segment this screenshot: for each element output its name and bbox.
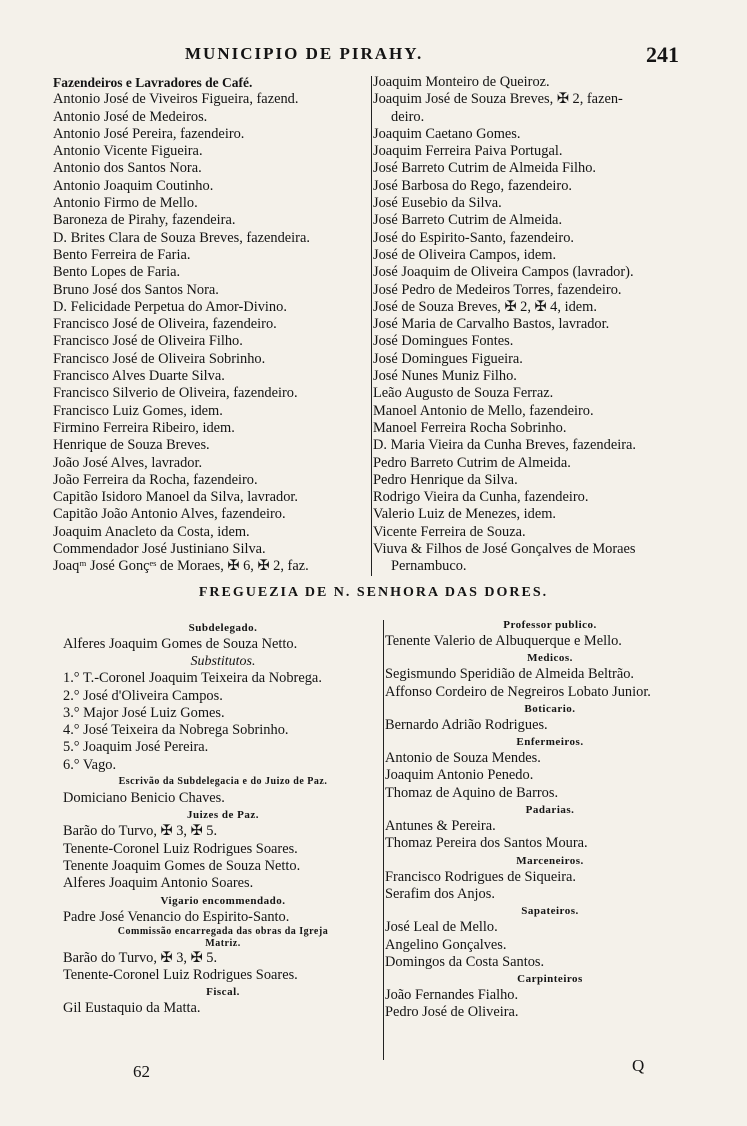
list-item: José Domingues Fontes. xyxy=(373,333,514,350)
list-item: Antonio José de Medeiros. xyxy=(53,108,208,125)
list-item: Angelino Gonçalves. xyxy=(385,936,507,953)
bottom-right-column xyxy=(385,617,715,1022)
list-item: Commendador José Justiniano Silva. xyxy=(53,541,266,558)
list-item: Alferes Joaquim Antonio Soares. xyxy=(63,875,254,892)
list-item: D. Maria Vieira da Cunha Breves, fazendeira. xyxy=(373,437,636,454)
list-item: Tenente Valerio de Albuquerque e Mello. xyxy=(385,633,622,649)
list-item: Joaquim Caetano Gomes. xyxy=(373,125,521,142)
list-item: Pedro Barreto Cutrim de Almeida. xyxy=(373,454,571,471)
list-item: 5.° Joaquim José Pereira. xyxy=(63,739,209,756)
list-item: Vicente Ferreira de Souza. xyxy=(373,523,526,540)
list-item: Bernardo Adrião Rodrigues. xyxy=(385,716,548,733)
commissao-heading: Commissão encarregada das obras da Igreja xyxy=(117,925,329,937)
list-item: Valerio Luiz de Menezes, idem. xyxy=(373,506,557,523)
list-item: Bento Lopes de Faria. xyxy=(53,264,181,281)
bottom-left-column xyxy=(63,620,383,1018)
list-item: Joaqᵐ José Gonçᵉˢ de Moraes, ✠ 6, ✠ 2, faz. xyxy=(53,558,309,575)
top-right-column xyxy=(373,74,703,576)
list-item: José de Souza Breves, ✠ 2, ✠ 4, idem. xyxy=(373,298,597,315)
list-item: João José Alves, lavrador. xyxy=(53,454,203,471)
list-item: Francisco José de Oliveira, fazendeiro. xyxy=(53,316,277,333)
column-divider-bottom xyxy=(383,620,384,1060)
list-item: Viuva & Filhos de José Gonçalves de Moraes xyxy=(373,541,636,558)
list-item: Joaquim Monteiro de Queiroz. xyxy=(373,74,550,90)
list-item: Antonio Firmo de Mello. xyxy=(53,195,198,212)
carpinteiros-heading: Carpinteiros xyxy=(517,973,583,986)
list-item: Joaquim Anacleto da Costa, idem. xyxy=(53,523,250,540)
list-item: Antonio Vicente Figueira. xyxy=(53,143,203,160)
list-item: José Barreto Cutrim de Almeida Filho. xyxy=(373,160,597,177)
list-item: Thomaz de Aquino de Barros. xyxy=(385,784,559,801)
list-item: Henrique de Souza Breves. xyxy=(53,437,210,454)
list-item: 2.° José d'Oliveira Campos. xyxy=(63,687,223,704)
list-item: Bruno José dos Santos Nora. xyxy=(53,281,219,298)
list-item: 3.° Major José Luiz Gomes. xyxy=(63,704,225,721)
list-item: João Ferreira da Rocha, fazendeiro. xyxy=(53,471,258,488)
sheet-number: 62 xyxy=(133,1062,150,1081)
page-header-title: MUNICIPIO DE PIRAHY. xyxy=(185,44,424,63)
list-item: José Leal de Mello. xyxy=(385,919,498,936)
page-number: 241 xyxy=(646,42,679,67)
sapateiros-heading: Sapateiros. xyxy=(521,905,579,918)
list-item: Antonio José Pereira, fazendeiro. xyxy=(53,125,245,142)
substitutos-heading: Substitutos. xyxy=(190,654,256,670)
list-item: Manoel Ferreira Rocha Sobrinho. xyxy=(373,419,567,436)
list-item: João Fernandes Fialho. xyxy=(385,987,519,1004)
list-item: Pedro Henrique da Silva. xyxy=(373,471,518,488)
fiscal-heading: Fiscal. xyxy=(206,986,240,999)
list-item: Affonso Cordeiro de Negreiros Lobato Junior. xyxy=(385,683,651,700)
list-item: 6.° Vago. xyxy=(63,756,117,773)
vigario-heading: Vigario encommendado. xyxy=(160,894,286,907)
list-item: Francisco Alves Duarte Silva. xyxy=(53,368,225,385)
list-item: Joaquim Antonio Penedo. xyxy=(385,767,534,784)
list-item: Joaquim Ferreira Paiva Portugal. xyxy=(373,143,563,160)
list-item: Gil Eustaquio da Matta. xyxy=(63,1000,201,1017)
commissao-heading-continued: Matriz. xyxy=(205,937,241,949)
list-item: José Nunes Muniz Filho. xyxy=(373,368,517,385)
list-item: 4.° José Teixeira da Nobrega Sobrinho. xyxy=(63,722,289,739)
list-item: D. Brites Clara de Souza Breves, fazendeira. xyxy=(53,229,310,246)
list-item: Joaquim José de Souza Breves, ✠ 2, fazen- xyxy=(373,91,623,108)
list-item: Tenente-Coronel Luiz Rodrigues Soares. xyxy=(63,840,298,857)
list-item: Francisco Luiz Gomes, idem. xyxy=(53,402,223,419)
list-item: Tenente Joaquim Gomes de Souza Netto. xyxy=(63,857,301,874)
list-item: José Joaquim de Oliveira Campos (lavrador). xyxy=(373,264,634,281)
list-item: Tenente-Coronel Luiz Rodrigues Soares. xyxy=(63,967,298,984)
boticario-heading: Boticario. xyxy=(524,702,576,715)
list-item: Bento Ferreira de Faria. xyxy=(53,246,191,263)
list-item: Francisco José de Oliveira Sobrinho. xyxy=(53,350,266,367)
list-item: José Domingues Figueira. xyxy=(373,350,523,367)
list-heading: Fazendeiros e Lavradores de Café. xyxy=(53,75,253,90)
list-item: Thomaz Pereira dos Santos Moura. xyxy=(385,835,588,852)
list-item: D. Felicidade Perpetua do Amor-Divino. xyxy=(53,298,287,315)
list-item: Pernambuco. xyxy=(391,558,467,575)
list-item: Padre José Venancio do Espirito-Santo. xyxy=(63,908,290,925)
list-item: Pedro José de Oliveira. xyxy=(385,1004,519,1021)
subdelegado-heading: Subdelegado. xyxy=(188,622,258,634)
list-item: Alferes Joaquim Gomes de Souza Netto. xyxy=(63,636,298,652)
list-item: Francisco José de Oliveira Filho. xyxy=(53,333,243,350)
column-divider-top xyxy=(371,76,372,576)
list-item: Francisco Silverio de Oliveira, fazendeiro. xyxy=(53,385,298,402)
list-item: Antunes & Pereira. xyxy=(385,818,496,835)
list-item: José Barreto Cutrim de Almeida. xyxy=(373,212,563,229)
list-item: Firmino Ferreira Ribeiro, idem. xyxy=(53,419,235,436)
section-title: FREGUEZIA DE N. SENHORA DAS DORES. xyxy=(198,585,549,600)
padarias-heading: Padarias. xyxy=(525,804,575,817)
medicos-heading: Medicos. xyxy=(527,652,573,665)
list-item: Barão do Turvo, ✠ 3, ✠ 5. xyxy=(63,823,218,840)
list-item: Segismundo Speridião de Almeida Beltrão. xyxy=(385,666,634,683)
list-item: José Pedro de Medeiros Torres, fazendeiro. xyxy=(373,281,622,298)
list-item: Antonio José de Viveiros Figueira, fazend. xyxy=(53,91,299,108)
list-item: Manoel Antonio de Mello, fazendeiro. xyxy=(373,402,594,419)
list-item: Antonio de Souza Mendes. xyxy=(385,750,541,767)
list-item: Serafim dos Anjos. xyxy=(385,885,495,902)
list-item: Barão do Turvo, ✠ 3, ✠ 5. xyxy=(63,949,218,966)
list-item: José Eusebio da Silva. xyxy=(373,195,502,212)
list-item: deiro. xyxy=(391,108,425,125)
marceneiros-heading: Marceneiros. xyxy=(516,854,584,867)
list-item: Antonio Joaquim Coutinho. xyxy=(53,177,214,194)
juizes-heading: Juizes de Paz. xyxy=(186,809,260,822)
list-item: Domiciano Benicio Chaves. xyxy=(63,790,225,807)
list-item: José do Espirito-Santo, fazendeiro. xyxy=(373,229,575,246)
list-item: Domingos da Costa Santos. xyxy=(385,953,545,970)
list-item: Baroneza de Pirahy, fazendeira. xyxy=(53,212,236,229)
list-item: Antonio dos Santos Nora. xyxy=(53,160,202,177)
list-item: 1.° T.-Coronel Joaquim Teixeira da Nobrega. xyxy=(63,670,322,687)
list-item: José de Oliveira Campos, idem. xyxy=(373,246,557,263)
list-item: Leão Augusto de Souza Ferraz. xyxy=(373,385,554,402)
signature-mark: Q xyxy=(632,1056,645,1075)
enfermeiros-heading: Enfermeiros. xyxy=(516,736,584,749)
escrivao-heading: Escrivão da Subdelegacia e do Juizo de Paz. xyxy=(118,776,328,788)
list-item: Francisco Rodrigues de Siqueira. xyxy=(385,868,577,885)
list-item: Capitão Isidoro Manoel da Silva, lavrador. xyxy=(53,489,298,506)
list-item: Capitão João Antonio Alves, fazendeiro. xyxy=(53,506,286,523)
professor-heading: Professor publico. xyxy=(503,619,597,631)
list-item: José Maria de Carvalho Bastos, lavrador. xyxy=(373,316,610,333)
top-left-column xyxy=(53,74,373,576)
list-item: Rodrigo Vieira da Cunha, fazendeiro. xyxy=(373,489,589,506)
list-item: José Barbosa do Rego, fazendeiro. xyxy=(373,177,573,194)
